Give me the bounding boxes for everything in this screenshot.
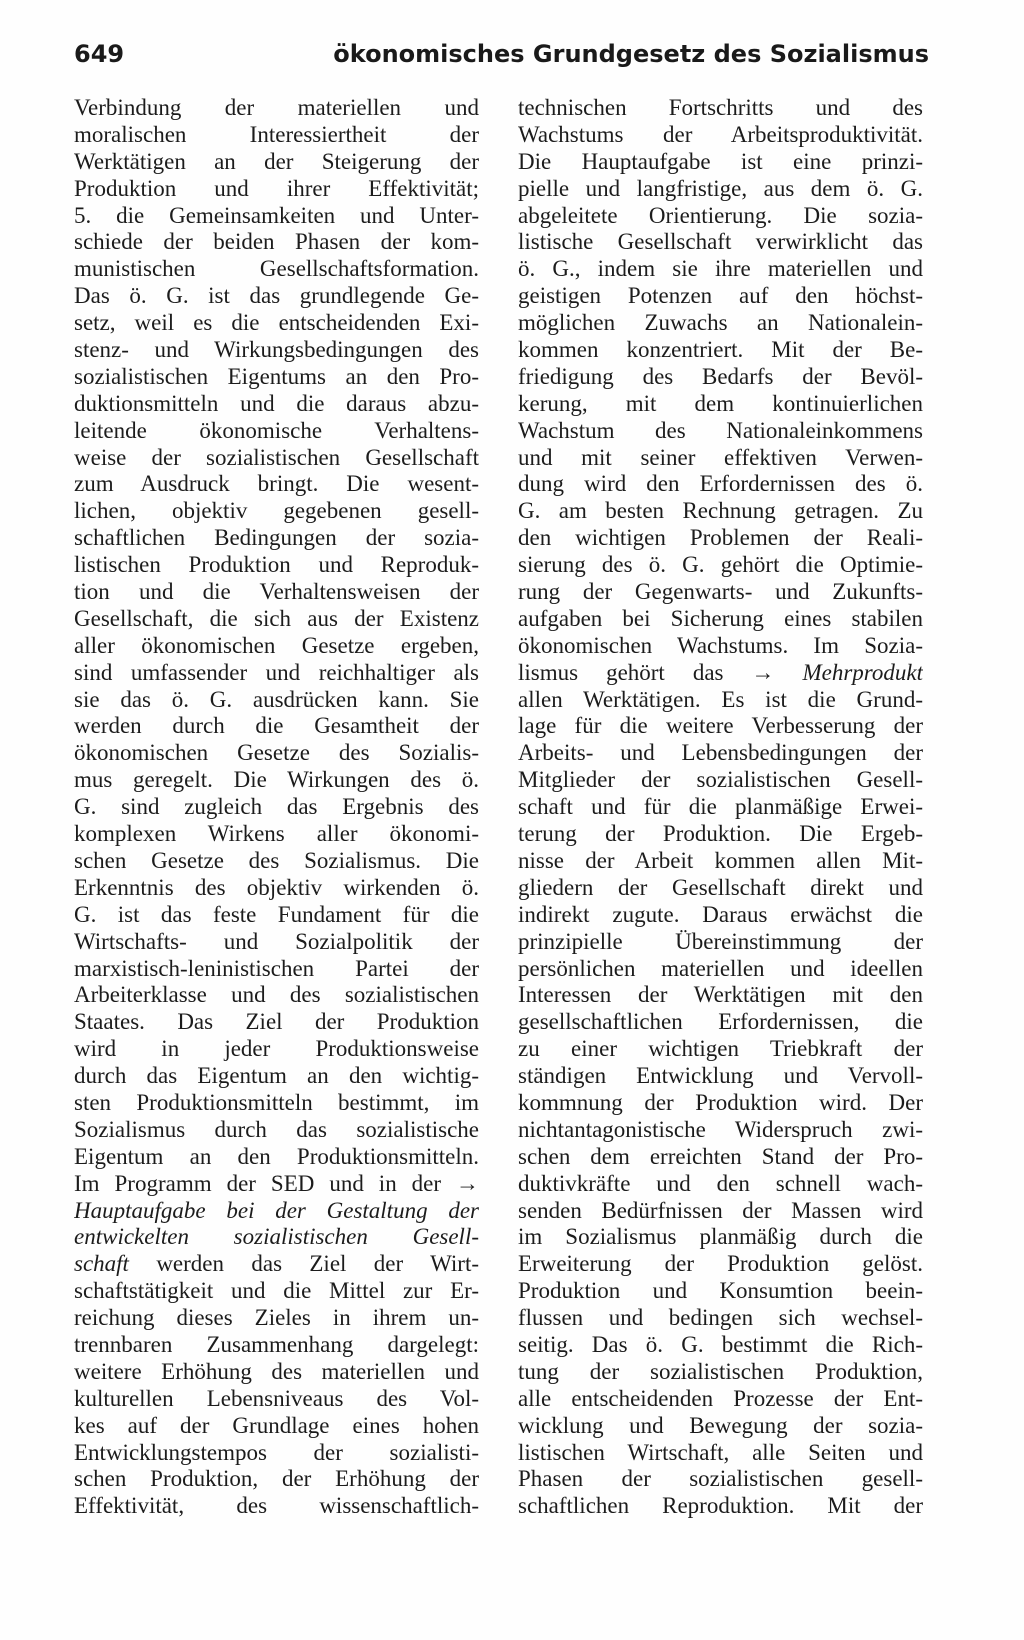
left-column-line: werden durch die Gesamtheit der <box>74 713 479 739</box>
right-column-line: schaftlichen Reproduktion. Mit der <box>518 1493 923 1519</box>
left-column-line: Gesellschaft, die sich aus der Existenz <box>74 605 479 631</box>
left-column-line: schen Produktion, der Erhöhung der <box>74 1466 479 1492</box>
right-column-line: listische Gesellschaft verwirklicht das <box>518 229 923 255</box>
left-column-line: Staates. Das Ziel der Produktion <box>74 1009 479 1035</box>
left-column-line: schaft werden das Ziel der Wirt- <box>74 1251 479 1277</box>
left-column-line: aller ökonomischen Gesetze ergeben, <box>74 632 479 658</box>
right-column-line: kerung, mit dem kontinuierlichen <box>518 390 923 416</box>
left-column-line: zum Ausdruck bringt. Die wesent- <box>74 471 479 497</box>
left-column-line: lichen, objektiv gegebenen gesell- <box>74 498 479 524</box>
left-column-line: sind umfassender und reichhaltiger als <box>74 659 479 685</box>
left-column-line: Effektivität, des wissenschaftlich- <box>74 1493 479 1519</box>
right-column-line: persönlichen materiellen und ideellen <box>518 955 923 981</box>
right-column-line: sierung des ö. G. gehört die Optimie- <box>518 552 923 578</box>
left-column-line: setz, weil es die entscheidenden Exi- <box>74 310 479 336</box>
right-column-line: Wachstum des Nationaleinkommens <box>518 417 923 443</box>
right-column-line: gliedern der Gesellschaft direkt und <box>518 874 923 900</box>
left-column-line: durch das Eigentum an den wichtig- <box>74 1063 479 1089</box>
left-column-line: Werktätigen an der Steigerung der <box>74 148 479 174</box>
left-column-line: schaftstätigkeit und die Mittel zur Er- <box>74 1278 479 1304</box>
right-column-line: abgeleitete Orientierung. Die sozia- <box>518 202 923 228</box>
right-column-line: technischen Fortschritts und des <box>518 95 923 120</box>
right-column-line: pielle und langfristige, aus dem ö. G. <box>518 175 923 201</box>
left-column-line: munistischen Gesellschaftsformation. <box>74 256 479 282</box>
right-column-line: ö. G., indem sie ihre materiellen und <box>518 256 923 282</box>
right-column-line: kommnung der Produktion wird. Der <box>518 1089 923 1115</box>
left-column-line: listischen Produktion und Reproduk- <box>74 552 479 578</box>
right-column-line: Wachstums der Arbeitsproduktivität. <box>518 121 923 147</box>
right-column-line: nichtantagonistische Widerspruch zwi- <box>518 1116 923 1142</box>
right-column-line: Interessen der Werktätigen mit den <box>518 982 923 1008</box>
running-title: ökonomisches Grundgesetz des Sozialismus <box>333 40 929 68</box>
right-column-line: kommen konzentriert. Mit der Be- <box>518 337 923 363</box>
left-column-line: Im Programm der SED und in der → <box>74 1170 479 1196</box>
left-column-line: schiede der beiden Phasen der kom- <box>74 229 479 255</box>
right-column-line: möglichen Zuwachs an Nationalein- <box>518 310 923 336</box>
right-column-line: den wichtigen Problemen der Reali- <box>518 525 923 551</box>
right-column-line: tung der sozialistischen Produktion, <box>518 1358 923 1384</box>
right-column-line: aufgaben bei Sicherung eines stabilen <box>518 605 923 631</box>
right-column-line: Erweiterung der Produktion gelöst. <box>518 1251 923 1277</box>
left-column-line: stenz- und Wirkungsbedingungen des <box>74 337 479 363</box>
right-column-line: friedigung des Bedarfs der Bevöl- <box>518 363 923 389</box>
right-column-line: flussen und bedingen sich wechsel- <box>518 1305 923 1331</box>
left-column-line: Arbeiterklasse und des sozialistischen <box>74 982 479 1008</box>
right-column-line: gesellschaftlichen Erfordernissen, die <box>518 1009 923 1035</box>
left-column-line: weitere Erhöhung des materiellen und <box>74 1358 479 1384</box>
left-column-line: sie das ö. G. ausdrücken kann. Sie <box>74 686 479 712</box>
right-column-line: Arbeits- und Lebensbedingungen der <box>518 740 923 766</box>
right-column-line: Phasen der sozialistischen gesell- <box>518 1466 923 1492</box>
left-column-line: wird in jeder Produktionsweise <box>74 1036 479 1062</box>
left-column-line: G. sind zugleich das Ergebnis des <box>74 794 479 820</box>
right-text-column <box>518 95 923 1520</box>
left-column-line: G. ist das feste Fundament für die <box>74 901 479 927</box>
right-column-line: nisse der Arbeit kommen allen Mit- <box>518 847 923 873</box>
left-column-line: sozialistischen Eigentums an den Pro- <box>74 363 479 389</box>
left-column-line: marxistisch-leninistischen Partei der <box>74 955 479 981</box>
left-text-column <box>74 95 479 1520</box>
left-column-line: Erkenntnis des objektiv wirkenden ö. <box>74 874 479 900</box>
left-column-line: reichung dieses Zieles in ihrem un- <box>74 1305 479 1331</box>
right-column-line: indirekt zugute. Daraus erwächst die <box>518 901 923 927</box>
right-column-line: schen dem erreichten Stand der Pro- <box>518 1143 923 1169</box>
right-column-line: seitig. Das ö. G. bestimmt die Rich- <box>518 1331 923 1357</box>
right-column-line: lage für die weitere Verbesserung der <box>518 713 923 739</box>
left-column-line: moralischen Interessiertheit der <box>74 121 479 147</box>
right-column-line: Die Hauptaufgabe ist eine prinzi- <box>518 148 923 174</box>
left-column-line: sten Produktionsmitteln bestimmt, im <box>74 1089 479 1115</box>
left-column-line: mus geregelt. Die Wirkungen des ö. <box>74 767 479 793</box>
left-column-line: Entwicklungstempos der sozialisti- <box>74 1439 479 1465</box>
right-column-line: im Sozialismus planmäßig durch die <box>518 1224 923 1250</box>
right-column-line: ökonomischen Wachstums. Im Sozia- <box>518 632 923 658</box>
left-column-line: 5. die Gemeinsamkeiten und Unter- <box>74 202 479 228</box>
right-column-line: terung der Produktion. Die Ergeb- <box>518 821 923 847</box>
left-column-line: duktionsmitteln und die daraus abzu- <box>74 390 479 416</box>
right-column-line: listischen Wirtschaft, alle Seiten und <box>518 1439 923 1465</box>
left-column-line: schaftlichen Bedingungen der sozia- <box>74 525 479 551</box>
right-column-line: alle entscheidenden Prozesse der Ent- <box>518 1385 923 1411</box>
right-column-line: rung der Gegenwarts- und Zukunfts- <box>518 579 923 605</box>
right-column-line: prinzipielle Übereinstimmung der <box>518 928 923 954</box>
right-column-line: senden Bedürfnissen der Massen wird <box>518 1197 923 1223</box>
left-column-line: Produktion und ihrer Effektivität; <box>74 175 479 201</box>
left-column-line: tion und die Verhaltensweisen der <box>74 579 479 605</box>
right-column-line: allen Werktätigen. Es ist die Grund- <box>518 686 923 712</box>
left-column-line: Sozialismus durch das sozialistische <box>74 1116 479 1142</box>
right-column-line: dung wird den Erfordernissen des ö. <box>518 471 923 497</box>
left-column-line: entwickelten sozialistischen Gesell- <box>74 1224 479 1250</box>
left-column-line: Hauptaufgabe bei der Gestaltung der <box>74 1197 479 1223</box>
left-column-line: Eigentum an den Produktionsmitteln. <box>74 1143 479 1169</box>
left-column-line: Das ö. G. ist das grundlegende Ge- <box>74 283 479 309</box>
left-column-line: leitende ökonomische Verhaltens- <box>74 417 479 443</box>
right-column-line: ständigen Entwicklung und Vervoll- <box>518 1063 923 1089</box>
right-column-line: wicklung und Bewegung der sozia- <box>518 1412 923 1438</box>
left-column-line: ökonomischen Gesetze des Sozialis- <box>74 740 479 766</box>
right-column-line: Mitglieder der sozialistischen Gesell- <box>518 767 923 793</box>
left-column-line: schen Gesetze des Sozialismus. Die <box>74 847 479 873</box>
right-column-line: zu einer wichtigen Triebkraft der <box>518 1036 923 1062</box>
left-column-line: kulturellen Lebensniveaus des Vol- <box>74 1385 479 1411</box>
right-column-line: geistigen Potenzen auf den höchst- <box>518 283 923 309</box>
right-column-line: duktivkräfte und den schnell wach- <box>518 1170 923 1196</box>
right-column-line: G. am besten Rechnung getragen. Zu <box>518 498 923 524</box>
left-column-line: weise der sozialistischen Gesellschaft <box>74 444 479 470</box>
right-column-line: und mit seiner effektiven Verwen- <box>518 444 923 470</box>
page-number: 649 <box>74 40 125 68</box>
right-column-line: lismus gehört das → Mehrprodukt <box>518 659 923 685</box>
right-column-line: schaft und für die planmäßige Erwei- <box>518 794 923 820</box>
left-column-line: kes auf der Grundlage eines hohen <box>74 1412 479 1438</box>
left-column-line: trennbaren Zusammenhang dargelegt: <box>74 1331 479 1357</box>
page-header <box>74 40 929 80</box>
left-column-line: Wirtschafts- und Sozialpolitik der <box>74 928 479 954</box>
left-column-line: Verbindung der materiellen und <box>74 95 479 120</box>
right-column-line: Produktion und Konsumtion beein- <box>518 1278 923 1304</box>
left-column-line: komplexen Wirkens aller ökonomi- <box>74 821 479 847</box>
